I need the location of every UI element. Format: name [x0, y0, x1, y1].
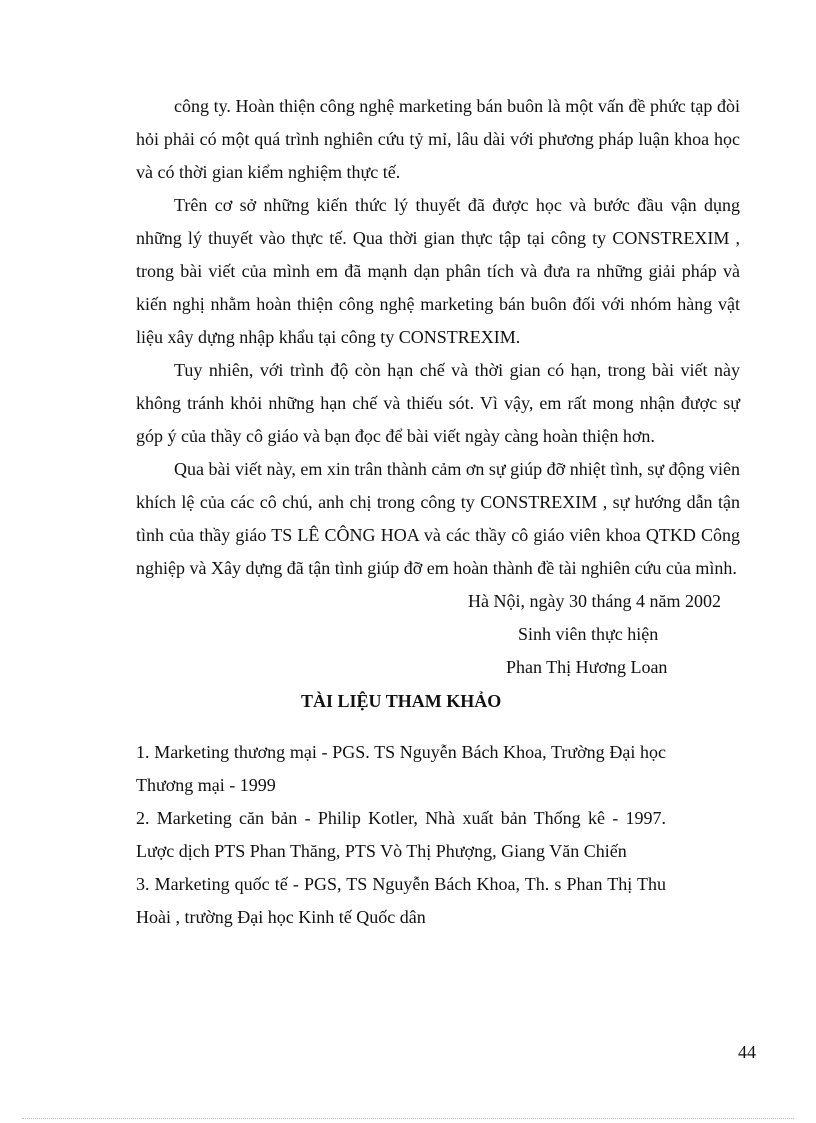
paragraph-thanks: Qua bài viết này, em xin trân thành cảm ơn sự giúp đỡ nhiệt tình, sự động viên khích lệ của các cô chú, anh chị trong công ty CONSTREXIM , sự hướng dẫn tận tình của thầy giáo TS LÊ CÔNG HOA và các thầy cô giáo viên khoa QTKD Công nghiệp và Xây dựng đã tận tình giúp đỡ em hoàn thành đề tài nghiên cứu của mình.: [136, 459, 740, 578]
references-title: TÀI LIỆU THAM KHẢO: [301, 691, 502, 711]
page-body: [136, 90, 740, 934]
page-bottom-divider: [22, 1118, 794, 1119]
signature-block: [136, 585, 740, 684]
signature-date: Hà Nội, ngày 30 tháng 4 năm 2002: [468, 591, 721, 611]
page-number: 44: [738, 1042, 756, 1062]
paragraph-intro: công ty. Hoàn thiện công nghệ marketing bán buôn là một vấn đề phức tạp đòi hỏi phải có một quá trình nghiên cứu tỷ mỉ, lâu dài với phương pháp luận khoa học và có thời gian kiểm nghiệm thực tế.: [136, 96, 740, 182]
reference-item: 3. Marketing quốc tế - PGS, TS Nguyễn Bách Khoa, Th. s Phan Thị Thu Hoài , trường Đại học Kinh tế Quốc dân: [136, 874, 666, 927]
references-list: [136, 736, 740, 934]
paragraph-limitations: Tuy nhiên, với trình độ còn hạn chế và thời gian có hạn, trong bài viết này không tránh khỏi những hạn chế và thiếu sót. Vì vậy, em rất mong nhận được sự góp ý của thầy cô giáo và bạn đọc để bài viết ngày càng hoàn thiện hơn.: [136, 360, 740, 446]
signature-role: Sinh viên thực hiện: [518, 624, 659, 644]
paragraph-theory: Trên cơ sở những kiến thức lý thuyết đã được học và bước đầu vận dụng những lý thuyết vào thực tế. Qua thời gian thực tập tại công ty CONSTREXIM , trong bài viết của mình em đã mạnh dạn phân tích và đưa ra những giải pháp và kiến nghị nhằm hoàn thiện công nghệ marketing bán buôn đối với nhóm hàng vật liệu xây dựng nhập khẩu tại công ty CONSTREXIM.: [136, 195, 740, 347]
reference-item: 1. Marketing thương mại - PGS. TS Nguyễn Bách Khoa, Trường Đại học Thương mại - 1999: [136, 742, 666, 795]
signature-name: Phan Thị Hương Loan: [506, 657, 668, 677]
reference-item: 2. Marketing căn bản - Philip Kotler, Nhà xuất bản Thống kê - 1997. Lược dịch PTS Phan Thăng, PTS Vò Thị Phượng, Giang Văn Chiến: [136, 808, 666, 861]
